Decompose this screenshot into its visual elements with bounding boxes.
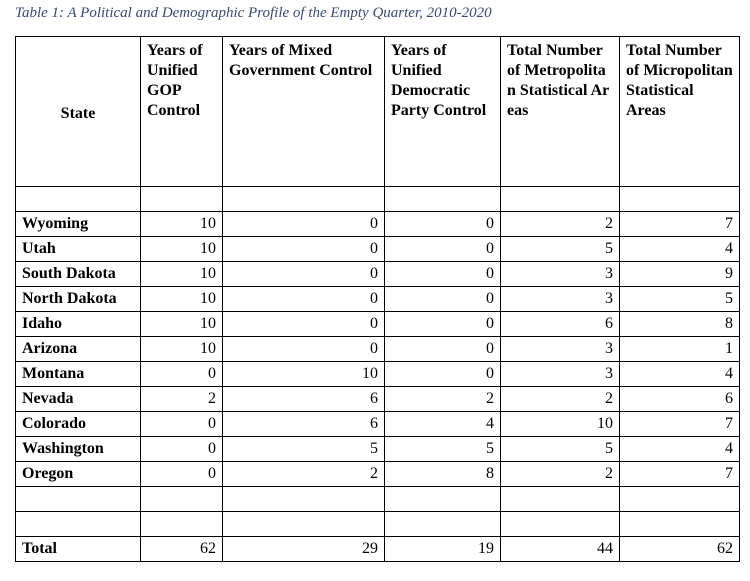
table-row — [16, 437, 740, 462]
cell-gop: 10 — [141, 287, 223, 312]
cell-mixed: 6 — [223, 412, 385, 437]
cell-gop: 0 — [141, 362, 223, 387]
cell-metro: 2 — [501, 387, 620, 412]
cell-mixed: 0 — [223, 312, 385, 337]
cell-mixed: 2 — [223, 462, 385, 487]
cell-micro: 4 — [620, 362, 740, 387]
table-row — [16, 287, 740, 312]
cell-gop: 0 — [141, 412, 223, 437]
empty-row — [16, 487, 740, 512]
total-micro: 62 — [620, 537, 740, 562]
cell-micro: 8 — [620, 312, 740, 337]
cell-metro: 2 — [501, 212, 620, 237]
table-row — [16, 262, 740, 287]
cell-micro: 5 — [620, 287, 740, 312]
profile-table — [15, 36, 740, 562]
empty-row — [16, 512, 740, 537]
cell-dem: 0 — [385, 212, 501, 237]
table-row — [16, 312, 740, 337]
cell-dem: 4 — [385, 412, 501, 437]
cell-metro: 3 — [501, 362, 620, 387]
cell-metro: 6 — [501, 312, 620, 337]
table-row — [16, 362, 740, 387]
cell-state: North Dakota — [16, 287, 141, 312]
table-row — [16, 212, 740, 237]
cell-gop: 10 — [141, 337, 223, 362]
cell-dem: 0 — [385, 312, 501, 337]
cell-gop: 10 — [141, 212, 223, 237]
cell-state: Colorado — [16, 412, 141, 437]
cell-dem: 8 — [385, 462, 501, 487]
table-body — [16, 212, 740, 487]
table-row — [16, 462, 740, 487]
cell-state: Idaho — [16, 312, 141, 337]
cell-metro: 5 — [501, 237, 620, 262]
cell-gop: 0 — [141, 437, 223, 462]
cell-gop: 10 — [141, 262, 223, 287]
header-row — [16, 37, 740, 187]
cell-gop: 10 — [141, 237, 223, 262]
cell-metro: 3 — [501, 337, 620, 362]
cell-mixed: 0 — [223, 337, 385, 362]
cell-state: Arizona — [16, 337, 141, 362]
cell-dem: 5 — [385, 437, 501, 462]
cell-dem: 0 — [385, 337, 501, 362]
cell-metro: 5 — [501, 437, 620, 462]
cell-metro: 3 — [501, 287, 620, 312]
cell-state: Utah — [16, 237, 141, 262]
cell-dem: 0 — [385, 237, 501, 262]
header-mixed: Years of Mixed Government Control — [223, 37, 385, 187]
header-metro: Total Number of Metropolitan Statistical Areas — [501, 37, 620, 187]
cell-mixed: 0 — [223, 237, 385, 262]
cell-state: Wyoming — [16, 212, 141, 237]
table-row — [16, 237, 740, 262]
table-caption: Table 1: A Political and Demographic Profile of the Empty Quarter, 2010-2020 — [15, 5, 492, 21]
cell-state: Nevada — [16, 387, 141, 412]
cell-dem: 2 — [385, 387, 501, 412]
cell-dem: 0 — [385, 287, 501, 312]
cell-mixed: 0 — [223, 262, 385, 287]
total-gop: 62 — [141, 537, 223, 562]
header-micro: Total Number of Micropolitan Statistical Areas — [620, 37, 740, 187]
cell-gop: 0 — [141, 462, 223, 487]
header-gop: Years of Unified GOP Control — [141, 37, 223, 187]
cell-micro: 4 — [620, 237, 740, 262]
cell-metro: 2 — [501, 462, 620, 487]
cell-state: Montana — [16, 362, 141, 387]
cell-dem: 0 — [385, 362, 501, 387]
cell-micro: 7 — [620, 212, 740, 237]
total-mixed: 29 — [223, 537, 385, 562]
total-metro: 44 — [501, 537, 620, 562]
table-row — [16, 337, 740, 362]
spacer-row — [16, 187, 740, 212]
total-dem: 19 — [385, 537, 501, 562]
cell-state: Washington — [16, 437, 141, 462]
cell-micro: 1 — [620, 337, 740, 362]
cell-metro: 3 — [501, 262, 620, 287]
cell-micro: 7 — [620, 462, 740, 487]
cell-micro: 4 — [620, 437, 740, 462]
cell-mixed: 6 — [223, 387, 385, 412]
total-label: Total — [16, 537, 141, 562]
cell-mixed: 5 — [223, 437, 385, 462]
header-state: State — [16, 37, 141, 187]
table-row — [16, 387, 740, 412]
cell-mixed: 0 — [223, 287, 385, 312]
cell-mixed: 0 — [223, 212, 385, 237]
cell-dem: 0 — [385, 262, 501, 287]
cell-state: Oregon — [16, 462, 141, 487]
cell-mixed: 10 — [223, 362, 385, 387]
cell-micro: 9 — [620, 262, 740, 287]
cell-gop: 10 — [141, 312, 223, 337]
header-dem: Years of Unified Democratic Party Control — [385, 37, 501, 187]
total-row — [16, 537, 740, 562]
table-row — [16, 412, 740, 437]
cell-state: South Dakota — [16, 262, 141, 287]
cell-micro: 7 — [620, 412, 740, 437]
cell-metro: 10 — [501, 412, 620, 437]
cell-gop: 2 — [141, 387, 223, 412]
cell-micro: 6 — [620, 387, 740, 412]
